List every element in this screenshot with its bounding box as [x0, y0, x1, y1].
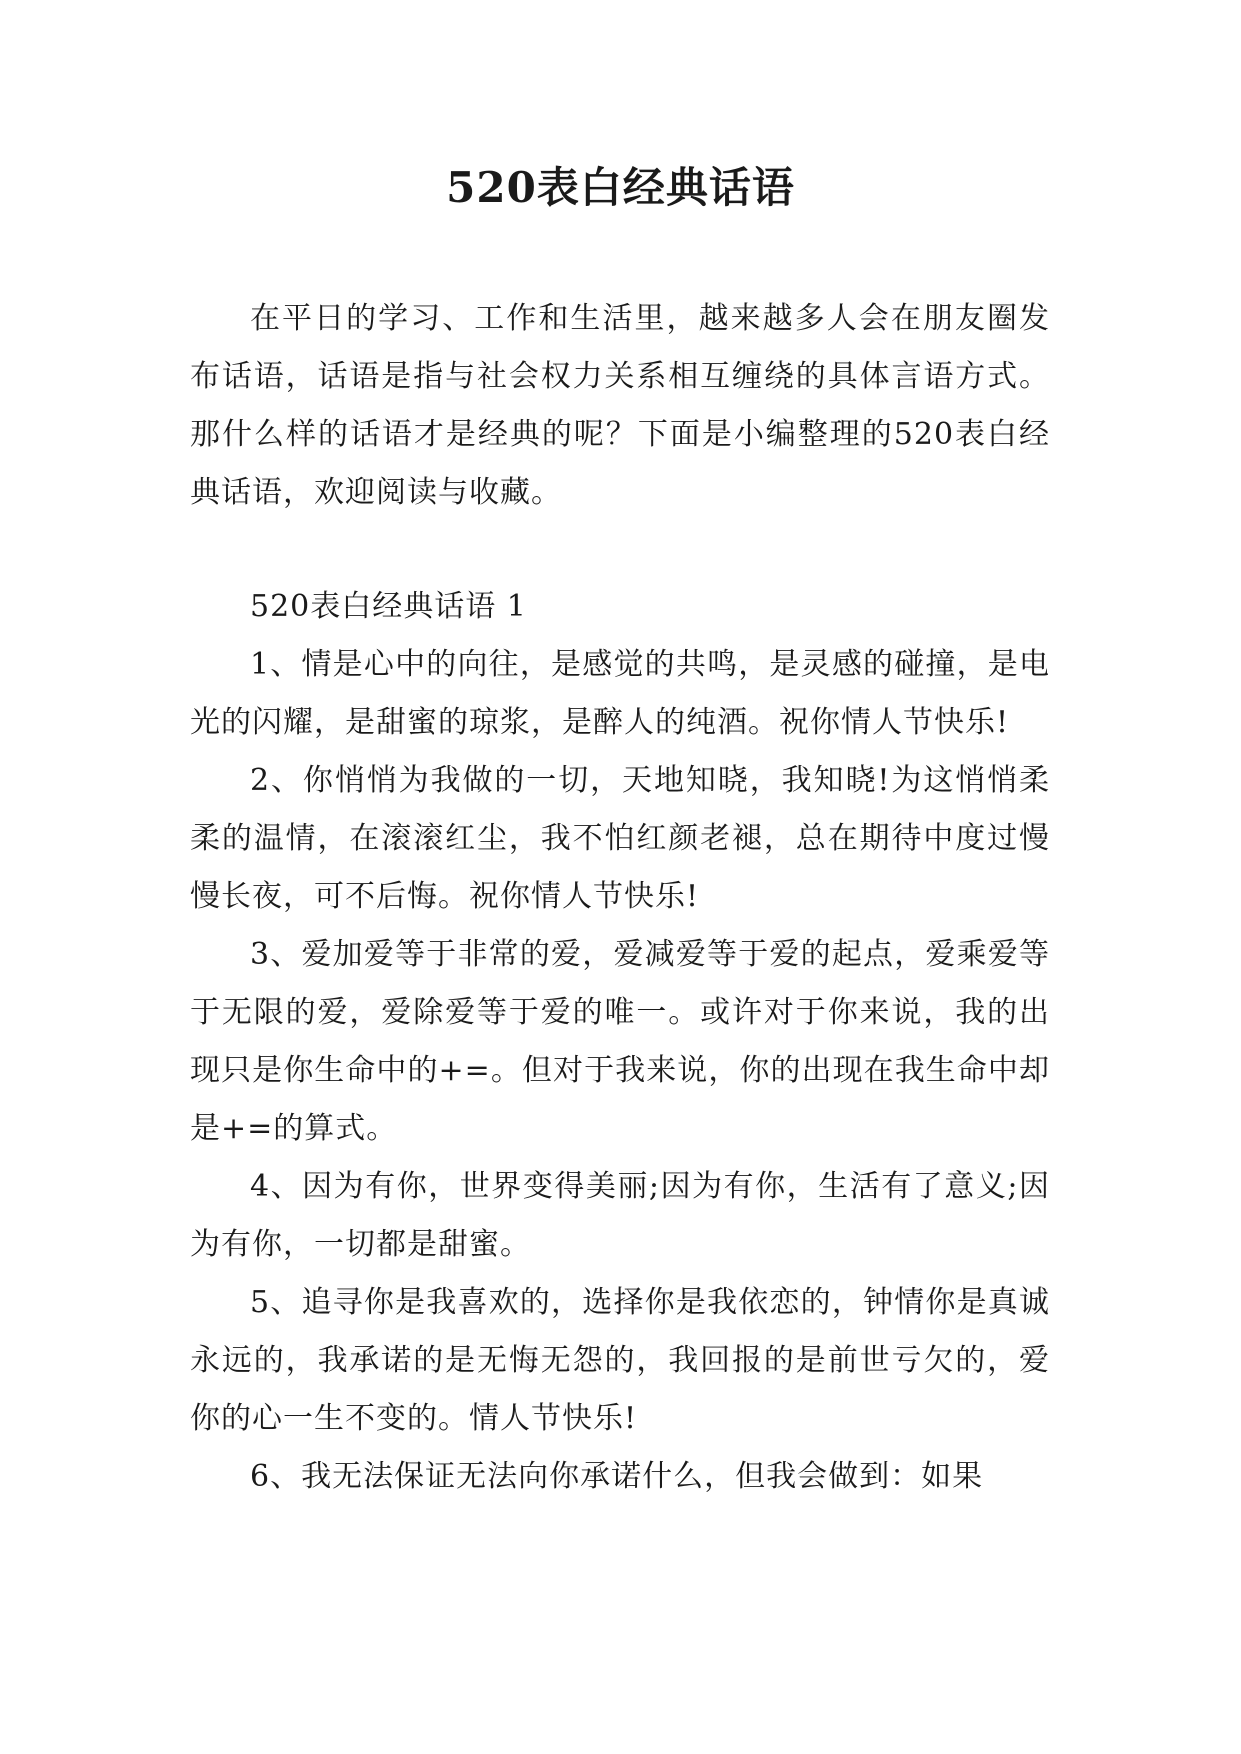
list-item: 2、你悄悄为我做的一切，天地知晓，我知晓!为这悄悄柔柔的温情，在滚滚红尘，我不怕红颜老褪，总在期待中度过慢慢长夜，可不后悔。祝你情人节快乐! — [190, 763, 1050, 914]
list-item: 1、情是心中的向往，是感觉的共鸣，是灵感的碰撞，是电光的闪耀，是甜蜜的琼浆，是醉人的纯酒。祝你情人节快乐! — [190, 647, 1050, 740]
intro-paragraph: 在平日的学习、工作和生活里，越来越多人会在朋友圈发布话语，话语是指与社会权力关系相互缠绕的具体言语方式。那什么样的话语才是经典的呢？下面是小编整理的520表白经典话语，欢迎阅读与收藏。 — [190, 301, 1050, 510]
section-heading: 520表白经典话语 1 — [250, 589, 527, 624]
list-item: 5、追寻你是我喜欢的，选择你是我依恋的，钟情你是真诚永远的，我承诺的是无悔无怨的，我回报的是前世亏欠的，爱你的心一生不变的。情人节快乐! — [190, 1285, 1050, 1436]
list-item: 6、我无法保证无法向你承诺什么，但我会做到：如果 — [250, 1459, 984, 1494]
list-item: 4、因为有你，世界变得美丽;因为有你，生活有了意义;因为有你，一切都是甜蜜。 — [190, 1169, 1050, 1262]
list-item: 3、爱加爱等于非常的爱，爱减爱等于爱的起点，爱乘爱等于无限的爱，爱除爱等于爱的唯一。或许对于你来说，我的出现只是你生命中的+=。但对于我来说，你的出现在我生命中却是+=的算式。 — [190, 937, 1050, 1146]
document-body — [190, 290, 1050, 1506]
document-title: 520表白经典话语 — [446, 163, 795, 212]
